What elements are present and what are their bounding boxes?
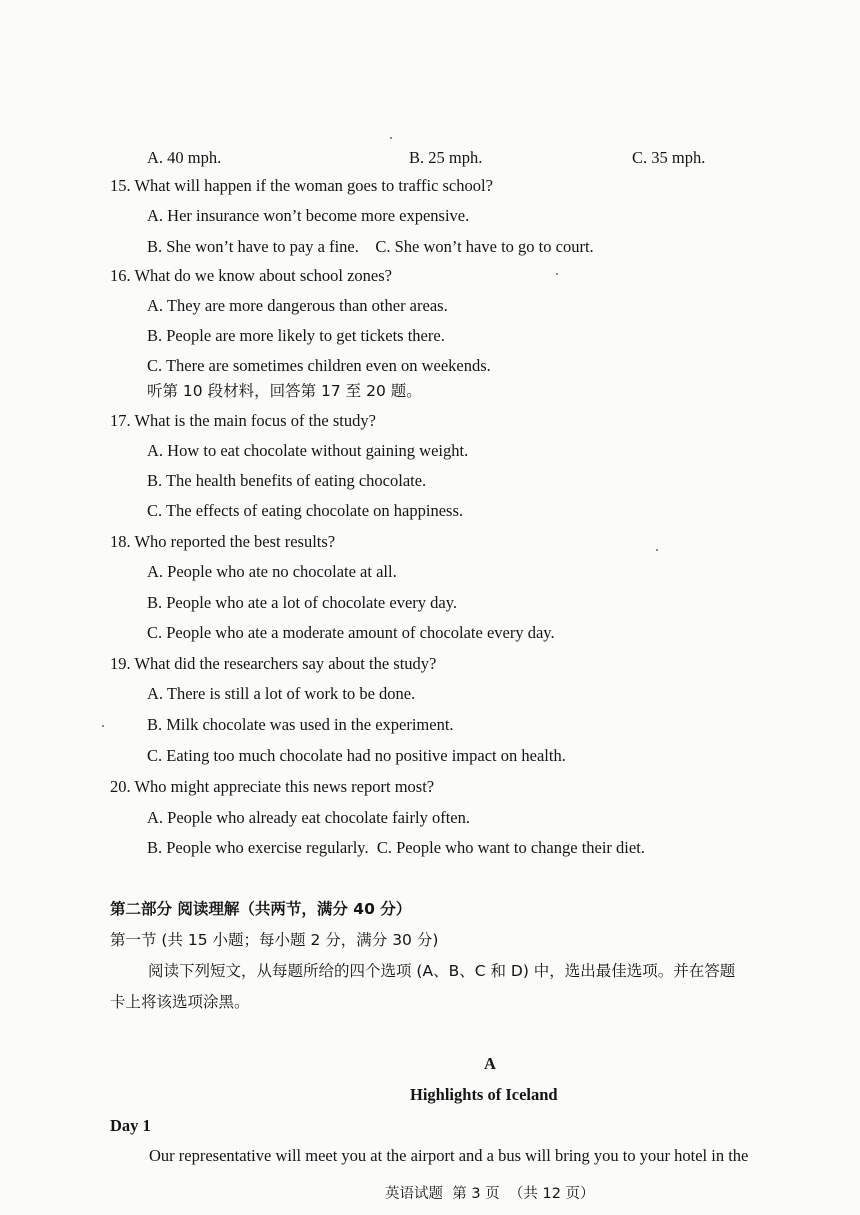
q17-option-a: A. How to eat chocolate without gaining weight. bbox=[147, 441, 469, 460]
q16-option-c: C. There are sometimes children even on weekends. bbox=[147, 356, 491, 375]
scan-speck bbox=[390, 137, 392, 139]
passage-text: Our representative will meet you at the airport and a bus will bring you to your hotel in the bbox=[149, 1146, 749, 1165]
q19-option-b: B. Milk chocolate was used in the experiment. bbox=[147, 715, 454, 734]
q15-option-bc: B. She won’t have to pay a fine. C. She won’t have to go to court. bbox=[147, 237, 594, 256]
scan-speck bbox=[102, 725, 104, 727]
q14-option-c: C. 35 mph. bbox=[632, 148, 706, 167]
q19-option-c: C. Eating too much chocolate had no positive impact on health. bbox=[147, 746, 566, 765]
instruction-line-2: 卡上将该选项涂黑。 bbox=[110, 993, 250, 1011]
section1-heading: 第一节 (共 15 小题；每小题 2 分，满分 30 分) bbox=[110, 931, 439, 949]
passage-letter: A bbox=[484, 1054, 496, 1073]
q19-option-a: A. There is still a lot of work to be done. bbox=[147, 684, 416, 703]
part2-heading: 第二部分 阅读理解（共两节，满分 40 分） bbox=[110, 900, 412, 918]
page-footer: 英语试题 第 3 页 （共 12 页） bbox=[385, 1186, 595, 1202]
scan-speck bbox=[656, 549, 658, 551]
day-heading: Day 1 bbox=[110, 1116, 151, 1135]
q16-option-a: A. They are more dangerous than other areas. bbox=[147, 296, 448, 315]
q17-option-b: B. The health benefits of eating chocolate. bbox=[147, 471, 427, 490]
q18-question: 18. Who reported the best results? bbox=[110, 532, 336, 551]
q16-option-b: B. People are more likely to get tickets there. bbox=[147, 326, 445, 345]
passage-title: Highlights of Iceland bbox=[410, 1085, 558, 1104]
q18-option-c: C. People who ate a moderate amount of chocolate every day. bbox=[147, 623, 555, 642]
q15-question: 15. What will happen if the woman goes to traffic school? bbox=[110, 176, 493, 195]
q14-option-b: B. 25 mph. bbox=[409, 148, 483, 167]
q20-option-bc: B. People who exercise regularly. C. People who want to change their diet. bbox=[147, 838, 645, 857]
q17-question: 17. What is the main focus of the study? bbox=[110, 411, 376, 430]
q20-question: 20. Who might appreciate this news report most? bbox=[110, 777, 435, 796]
scan-speck bbox=[556, 273, 558, 275]
q17-option-c: C. The effects of eating chocolate on happiness. bbox=[147, 501, 463, 520]
q15-option-a: A. Her insurance won’t become more expensive. bbox=[147, 206, 470, 225]
q18-option-b: B. People who ate a lot of chocolate every day. bbox=[147, 593, 458, 612]
q16-question: 16. What do we know about school zones? bbox=[110, 266, 392, 285]
instruction-line-1: 阅读下列短文，从每题所给的四个选项 (A、B、C 和 D) 中，选出最佳选项。并在答题 bbox=[148, 962, 736, 980]
q18-option-a: A. People who ate no chocolate at all. bbox=[147, 562, 397, 581]
section-note: 听第 10 段材料，回答第 17 至 20 题。 bbox=[147, 382, 422, 400]
q19-question: 19. What did the researchers say about the study? bbox=[110, 654, 437, 673]
q14-option-a: A. 40 mph. bbox=[147, 148, 222, 167]
q20-option-a: A. People who already eat chocolate fairly often. bbox=[147, 808, 470, 827]
